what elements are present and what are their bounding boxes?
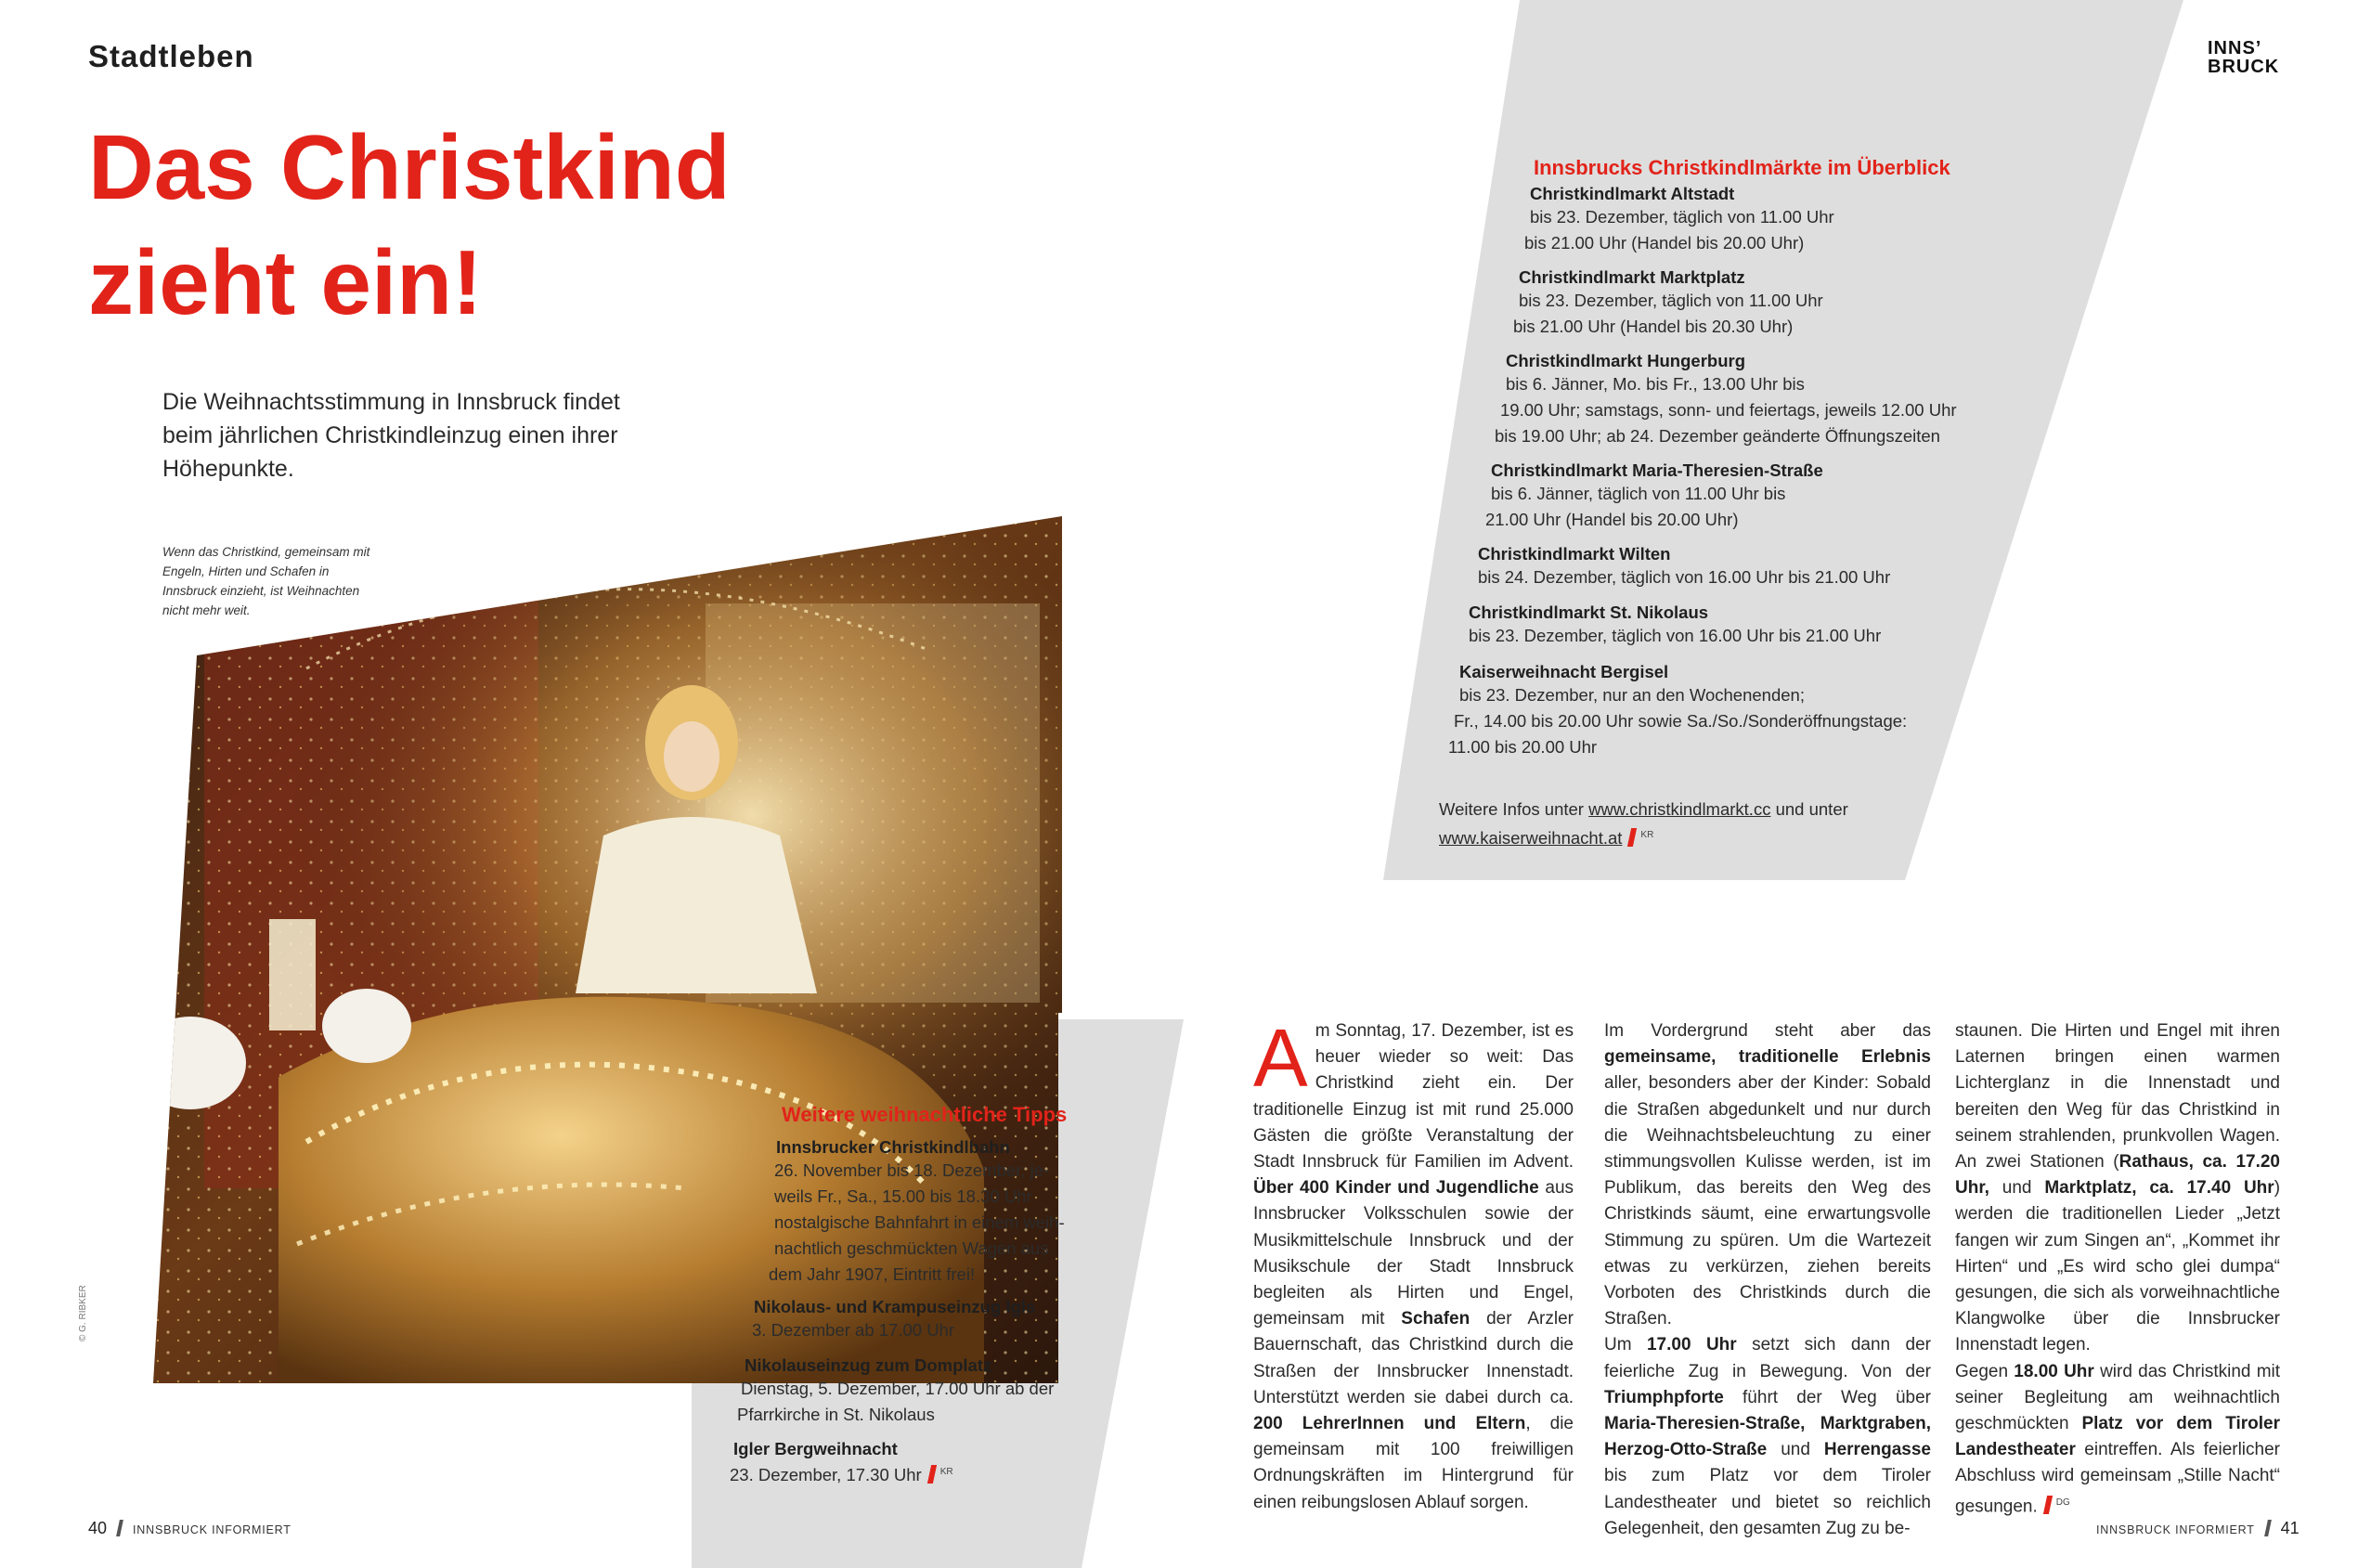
market-name: Christkindlmarkt Wilten xyxy=(1478,544,1671,564)
kaiserweihnacht-link[interactable]: www.kaiserweihnacht.at xyxy=(1439,828,1623,849)
market-name: Christkindlmarkt Altstadt xyxy=(1530,184,1735,203)
page-number-left: 40 xyxy=(88,1519,108,1537)
article-text: der Arzler Bauernschaft, das Christkind durch die Straßen der Innsbrucker Innenstadt. Unterstützt werden sie dabei durch ca. xyxy=(1253,1309,1574,1407)
footer-label-right: INNSBRUCK INFORMIERT xyxy=(2096,1523,2255,1536)
market-line: 21.00 Uhr (Handel bis 20.00 Uhr) xyxy=(1485,510,1739,529)
article-text: Gegen xyxy=(1955,1361,2009,1381)
innsbruck-logo xyxy=(2208,39,2279,76)
market-name: Christkindlmarkt Marktplatz xyxy=(1519,267,1745,287)
tip-line: nostalgische Bahnfahrt in einem weih- xyxy=(774,1212,1065,1232)
tip-line: Pfarrkirche in St. Nikolaus xyxy=(737,1405,935,1424)
article-bold: gemeinsame, traditionelle Erlebnis xyxy=(1604,1047,1931,1068)
tip-item xyxy=(769,1137,1065,1288)
article-bold: Schafen xyxy=(1401,1309,1471,1329)
article-bold: Maria-Theresien-Straße, Marktgraben, Herzog-Otto-Straße xyxy=(1604,1414,1931,1460)
tip-name: Innsbrucker Christkindlbahn xyxy=(776,1137,1010,1157)
market-line: bis 21.00 Uhr (Handel bis 20.30 Uhr) xyxy=(1513,317,1794,336)
article-text: , die gemeinsam mit 100 freiwilligen Ordnungskräften im Hintergrund für einen reibungslosen Ablauf sorgen. xyxy=(1253,1414,1574,1512)
author-mark: KR xyxy=(1640,830,1654,840)
market-line: Fr., 14.00 bis 20.00 Uhr sowie Sa./So./Sonderöffnungstage: xyxy=(1454,711,1908,731)
tip-line-text: 23. Dezember, 17.30 Uhr xyxy=(730,1465,922,1485)
article-text: bis zum Platz vor dem Tiroler Landestheater und bietet so reichlich Gelegenheit, den gesamten Zug zu be- xyxy=(1604,1466,1931,1538)
article-text: m Sonntag, 17. Dezember, ist es heuer wieder so weit: Das Christkind zieht ein. Der traditionelle Einzug ist mit rund 25.000 Gästen die größte Veranstaltung der Stadt Innsbruck für Familien im Advent. xyxy=(1253,1021,1574,1173)
section-label: Stadtleben xyxy=(88,39,254,73)
market-item xyxy=(1513,267,1823,340)
photo-credit: © G. RIBKER xyxy=(78,1285,88,1341)
christkindlmarkt-link[interactable]: www.christkindlmarkt.cc xyxy=(1588,799,1771,819)
market-item xyxy=(1469,603,1881,649)
market-item xyxy=(1478,544,1890,590)
market-line: bis 21.00 Uhr (Handel bis 20.00 Uhr) xyxy=(1524,233,1805,253)
market-name: Christkindlmarkt Hungerburg xyxy=(1506,351,1745,370)
article-column-1 xyxy=(1253,1012,1574,1516)
article-bold: Platz vor dem Tiroler Landestheater xyxy=(1955,1414,2280,1460)
logo-line-1: INNS’ xyxy=(2208,38,2262,58)
tip-name: Igler Bergweihnacht xyxy=(733,1439,898,1458)
page-number-right: 41 xyxy=(2280,1519,2300,1537)
article-bold: 200 LehrerInnen und Eltern xyxy=(1253,1414,1526,1434)
tip-line xyxy=(730,1459,953,1488)
tip-item xyxy=(730,1439,953,1488)
article-text: aller, besonders aber der Kinder: Sobald die Straßen abgedunkelt und nur durch die Weihnachtsbeleuchtung zu einer stimmungsvollen Kulisse werden, ist im Publikum, das bereits den Weg des Christkinds säumt, eine erwartungsvolle Stimmung zu spüren. Um die Wartezeit etwas zu verkürzen, ziehen bereits Vorboten des Christkinds durch die Straßen. xyxy=(1604,1073,1931,1329)
market-line: bis 23. Dezember, täglich von 16.00 Uhr bis 21.00 Uhr xyxy=(1469,626,1882,645)
market-line: bis 23. Dezember, täglich von 11.00 Uhr xyxy=(1530,207,1834,227)
more-info-middle: und unter xyxy=(1775,799,1848,819)
tip-line: 26. November bis 18. Dezember, je- xyxy=(774,1160,1050,1180)
tip-item xyxy=(754,1297,1035,1343)
tip-line: dem Jahr 1907, Eintritt frei! xyxy=(769,1264,976,1284)
more-info-line-2 xyxy=(1439,823,1653,851)
article-bold: Über 400 Kinder und Jugendliche xyxy=(1253,1178,1539,1199)
more-info-prefix: Weitere Infos unter xyxy=(1439,799,1584,819)
article-text: aus Innsbrucker Volksschulen sowie der Musikmittelschule Innsbruck und der Musikschule der Stadt Innsbruck begleiten als Hirten und Engel, gemeinsam mit xyxy=(1253,1178,1574,1329)
article-text: führt der Weg über xyxy=(1743,1387,1931,1407)
market-item xyxy=(1524,184,1834,256)
market-item xyxy=(1485,460,1823,533)
market-line: bis 23. Dezember, täglich von 11.00 Uhr xyxy=(1519,291,1823,310)
article-bold: 18.00 Uhr xyxy=(2014,1361,2094,1381)
tip-line: nachtlich geschmückten Wagen aus xyxy=(774,1238,1049,1258)
article-text: ) werden die traditionellen Lieder „Jetzt fangen wir zum Singen an“, „Kommet ihr Hirten“ und „Es wird scho glei dumpa“ gesungen, die sich als vorweihnachtliche Klangwolke über die Innsbrucker Innenstadt legen. xyxy=(1955,1178,2281,1355)
tip-name: Nikolauseinzug zum Domplatz xyxy=(745,1355,992,1375)
market-line: 11.00 bis 20.00 Uhr xyxy=(1448,737,1598,757)
tip-line: Dienstag, 5. Dezember, 17.00 Uhr ab der xyxy=(741,1379,1055,1398)
tip-line: 3. Dezember ab 17.00 Uhr xyxy=(752,1320,955,1340)
market-name: Christkindlmarkt St. Nikolaus xyxy=(1469,603,1709,622)
article-text: Im Vordergrund steht aber das xyxy=(1604,1021,1931,1041)
market-name: Christkindlmarkt Maria-Theresien-Straße xyxy=(1491,460,1823,480)
article-text: setzt sich dann der feierliche Zug in Bewegung. Von der xyxy=(1604,1335,1931,1381)
markets-title: Innsbrucks Christkindlmärkte im Überblick xyxy=(1534,156,1950,179)
tip-item xyxy=(737,1355,1055,1428)
headline xyxy=(88,110,731,340)
logo-line-2: BRUCK xyxy=(2208,57,2280,77)
market-line: bis 24. Dezember, täglich von 16.00 Uhr bis 21.00 Uhr xyxy=(1478,567,1891,587)
article-text: staunen. Die Hirten und Engel mit ihren Laternen bringen einen warmen Lichterglanz in die Innenstadt und bereiten den Weg für das Christkind in seinem strahlenden, prunkvollen Wagen. An zwei Stationen ( xyxy=(1955,1021,2280,1173)
article-text: und xyxy=(1781,1440,1810,1460)
headline-line-2: zieht ein! xyxy=(88,231,483,333)
intro-text: Die Weihnachtsstimmung in Innsbruck findet beim jährlichen Christkindleinzug einen ihrer Höhepunkte. xyxy=(162,389,620,482)
market-name: Kaiserweihnacht Bergisel xyxy=(1459,662,1669,681)
article-column-3 xyxy=(1955,1018,2280,1520)
market-line: bis 6. Jänner, täglich von 11.00 Uhr bis xyxy=(1491,484,1786,503)
tip-line: weils Fr., Sa., 15.00 bis 18.30 Uhr xyxy=(774,1186,1032,1206)
article-bold: 17.00 Uhr xyxy=(1646,1335,1737,1355)
author-mark: DG xyxy=(2055,1497,2070,1508)
footer-label-left: INNSBRUCK INFORMIERT xyxy=(133,1523,292,1536)
headline-line-1: Das Christkind xyxy=(88,116,731,218)
author-mark: KR xyxy=(939,1467,953,1477)
tips-title: Weitere weihnachtliche Tipps xyxy=(782,1103,1068,1126)
footer-divider xyxy=(116,1520,123,1536)
article-text: wird das Christkind mit seiner Begleitung am weihnachtlich geschmückten xyxy=(1955,1361,2281,1434)
article-text: Um xyxy=(1604,1335,1632,1355)
end-mark xyxy=(927,1465,937,1484)
market-item xyxy=(1495,351,1957,449)
footer-right xyxy=(2096,1519,2300,1538)
photo-caption: Wenn das Christkind, gemeinsam mit Engeln, Hirten und Schafen in Innsbruck einzieht, ist Weihnachten nicht mehr weit. xyxy=(162,545,370,617)
market-item xyxy=(1448,662,1908,760)
more-info xyxy=(1439,797,1848,823)
footer-left xyxy=(88,1519,292,1538)
article-bold: Marktplatz, ca. 17.40 Uhr xyxy=(2044,1178,2274,1199)
article-text: eintreffen. Als feierlicher Abschluss wird gemeinsam „Stille Nacht“ gesungen. xyxy=(1955,1440,2280,1516)
market-line: 19.00 Uhr; samstags, sonn- und feiertags, jeweils 12.00 Uhr xyxy=(1500,400,1957,420)
market-line: bis 19.00 Uhr; ab 24. Dezember geänderte Öffnungszeiten xyxy=(1495,426,1940,446)
market-line: bis 6. Jänner, Mo. bis Fr., 13.00 Uhr bis xyxy=(1506,374,1805,394)
market-line: bis 23. Dezember, nur an den Wochenenden; xyxy=(1459,685,1805,705)
article-text: und xyxy=(2002,1178,2032,1199)
end-mark xyxy=(2043,1496,2053,1514)
footer-divider xyxy=(2264,1520,2272,1536)
article-column-2 xyxy=(1604,1018,1931,1542)
dropcap: A xyxy=(1253,1012,1308,1104)
article-bold: Herrengasse xyxy=(1823,1440,1931,1460)
article-bold: Triumphpforte xyxy=(1604,1387,1724,1407)
article-bold: Rathaus, ca. 17.20 Uhr, xyxy=(1955,1152,2280,1199)
end-mark xyxy=(1627,828,1637,847)
tip-name: Nikolaus- und Krampuseinzug Igls xyxy=(754,1297,1036,1316)
